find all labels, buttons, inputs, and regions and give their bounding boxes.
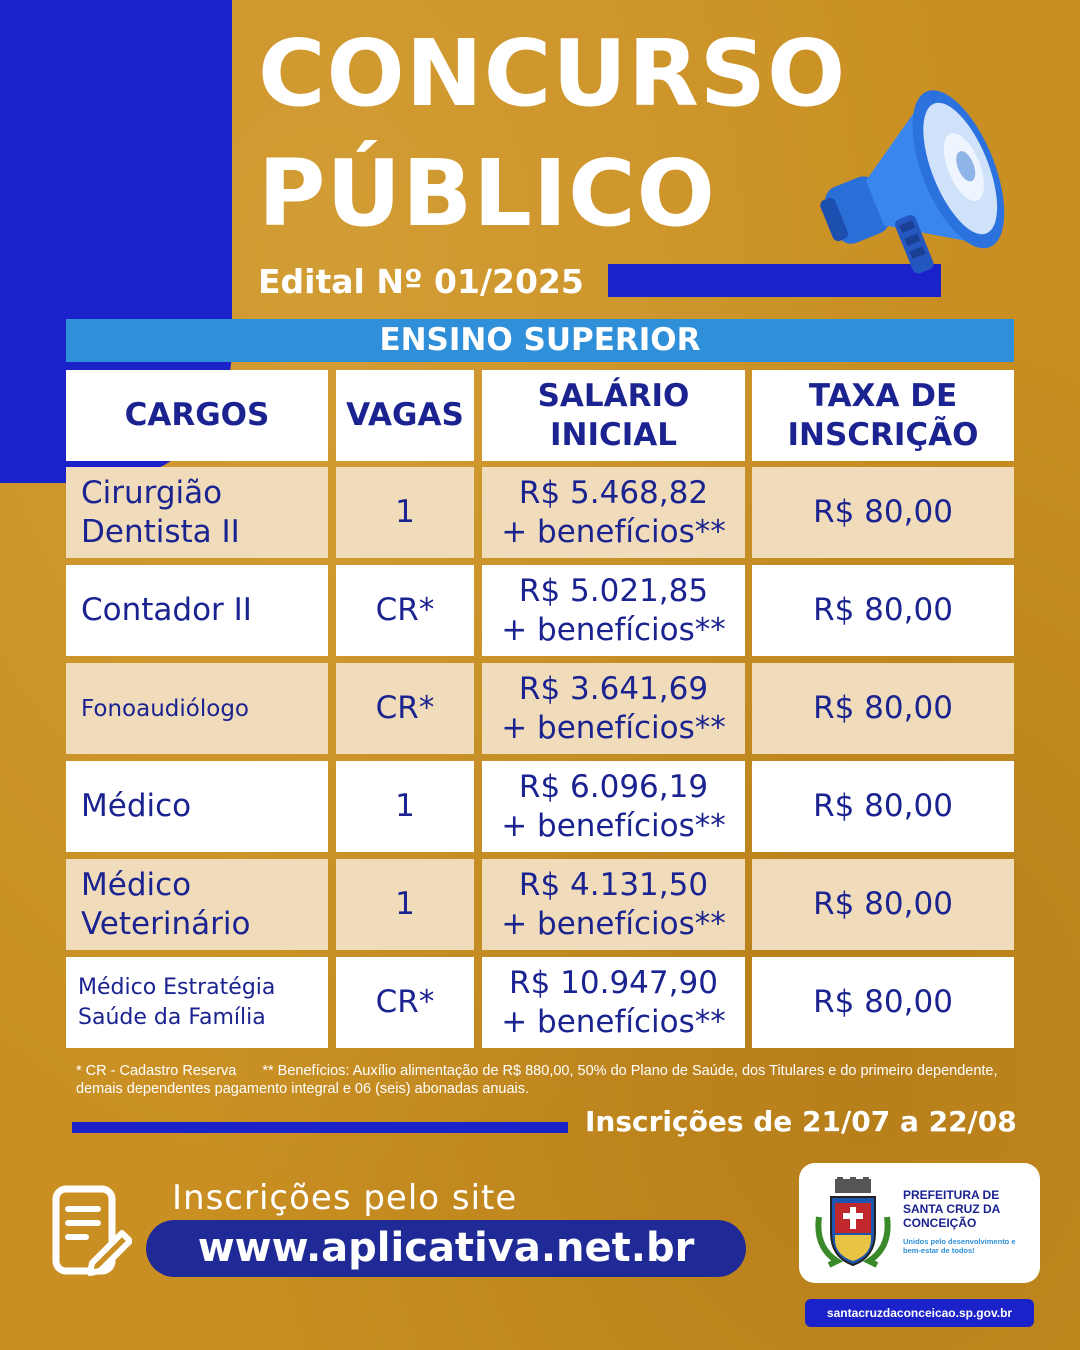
cargo-name: Cirurgião <box>81 474 223 511</box>
salario-beneficios: + benefícios** <box>501 905 726 942</box>
salario-value <box>482 957 745 1048</box>
site-url-link[interactable]: www.aplicativa.net.br <box>146 1220 746 1277</box>
column-header-label: CARGOS <box>124 397 270 434</box>
prefeitura-slogan: Unidos pelo desenvolvimento e bem-estar de todos! <box>903 1237 1016 1255</box>
salario-value <box>482 467 745 558</box>
salario-beneficios: + benefícios** <box>501 513 726 550</box>
footnote-beneficios: ** Benefícios: Auxílio alimentação de R$ 880,00, 50% do Plano de Saúde, dos Titulares e do primeiro dependente, demais dependentes pagamento integral e 06 (seis) abonadas anuais. <box>76 1063 998 1098</box>
vagas-value: 1 <box>336 859 474 950</box>
cargo-name: Dentista II <box>81 513 240 550</box>
prefeitura-name-line: PREFEITURA DE <box>903 1188 1000 1202</box>
cargo-name: Médico <box>81 866 192 903</box>
edital-number: Edital Nº 01/2025 <box>258 262 584 301</box>
prefeitura-name-line: SANTA CRUZ DA <box>903 1201 1001 1216</box>
megaphone-icon <box>812 78 1012 293</box>
column-header-label: INICIAL <box>549 416 678 453</box>
salario-beneficios: + benefícios** <box>501 709 726 746</box>
table-row-cargo <box>66 467 328 558</box>
taxa-value: R$ 80,00 <box>752 761 1014 852</box>
salario-value <box>482 761 745 852</box>
table-row-cargo <box>66 663 328 754</box>
column-header-label: TAXA DE <box>808 377 958 414</box>
vagas-value: 1 <box>336 467 474 558</box>
cargo-name: Saúde da Família <box>78 1004 266 1030</box>
coat-of-arms <box>813 1177 893 1269</box>
vagas-value: CR* <box>336 663 474 754</box>
column-header-label: SALÁRIO <box>537 377 690 414</box>
gov-url-link[interactable]: santacruzdaconceicao.sp.gov.br <box>805 1299 1034 1327</box>
inscricoes-period: Inscrições de 21/07 a 22/08 <box>585 1105 1017 1138</box>
column-header-taxa <box>752 370 1014 461</box>
salario-beneficios: + benefícios** <box>501 611 726 648</box>
salario-beneficios: + benefícios** <box>501 1003 726 1040</box>
title-line-2: PÚBLICO <box>258 140 716 247</box>
salario-beneficios: + benefícios** <box>501 807 726 844</box>
salario-amount: R$ 10.947,90 <box>509 964 718 1001</box>
salario-amount: R$ 4.131,50 <box>518 866 709 903</box>
table-row-cargo <box>66 761 328 852</box>
prefeitura-name-line: CONCEIÇÃO <box>903 1215 977 1230</box>
prefeitura-logo <box>799 1163 1040 1283</box>
inscricoes-accent-bar <box>72 1122 568 1133</box>
table-row-cargo <box>66 957 328 1048</box>
salario-amount: R$ 3.641,69 <box>518 670 709 707</box>
salario-value <box>482 859 745 950</box>
footnotes <box>76 1062 1006 1098</box>
cargo-name: Veterinário <box>81 905 251 942</box>
prefeitura-name <box>903 1189 1033 1230</box>
column-header-salario <box>482 370 745 461</box>
salario-amount: R$ 5.468,82 <box>518 474 709 511</box>
column-header-label: VAGAS <box>346 397 464 434</box>
salario-amount: R$ 6.096,19 <box>518 768 709 805</box>
salario-value <box>482 663 745 754</box>
table-row-cargo <box>66 859 328 950</box>
table-row-cargo <box>66 565 328 656</box>
title-line-1: CONCURSO <box>258 20 847 127</box>
cargo-name: Médico <box>81 788 192 825</box>
footnote-cr: * CR - Cadastro Reserva <box>76 1063 237 1079</box>
taxa-value: R$ 80,00 <box>752 663 1014 754</box>
taxa-value: R$ 80,00 <box>752 957 1014 1048</box>
taxa-value: R$ 80,00 <box>752 565 1014 656</box>
salario-amount: R$ 5.021,85 <box>518 572 709 609</box>
cargo-name: Contador II <box>81 592 252 629</box>
vagas-value: CR* <box>336 565 474 656</box>
salario-value <box>482 565 745 656</box>
form-edit-icon <box>52 1185 132 1277</box>
taxa-value: R$ 80,00 <box>752 859 1014 950</box>
cargo-name: Médico Estratégia <box>78 974 276 1000</box>
column-header-label: INSCRIÇÃO <box>787 416 979 453</box>
site-label: Inscrições pelo site <box>172 1178 518 1218</box>
taxa-value: R$ 80,00 <box>752 467 1014 558</box>
section-header: ENSINO SUPERIOR <box>66 319 1014 362</box>
vagas-value: 1 <box>336 761 474 852</box>
column-header-cargos <box>66 370 328 461</box>
cargo-name: Fonoaudiólogo <box>81 695 249 722</box>
column-header-vagas <box>336 370 474 461</box>
vagas-value: CR* <box>336 957 474 1048</box>
